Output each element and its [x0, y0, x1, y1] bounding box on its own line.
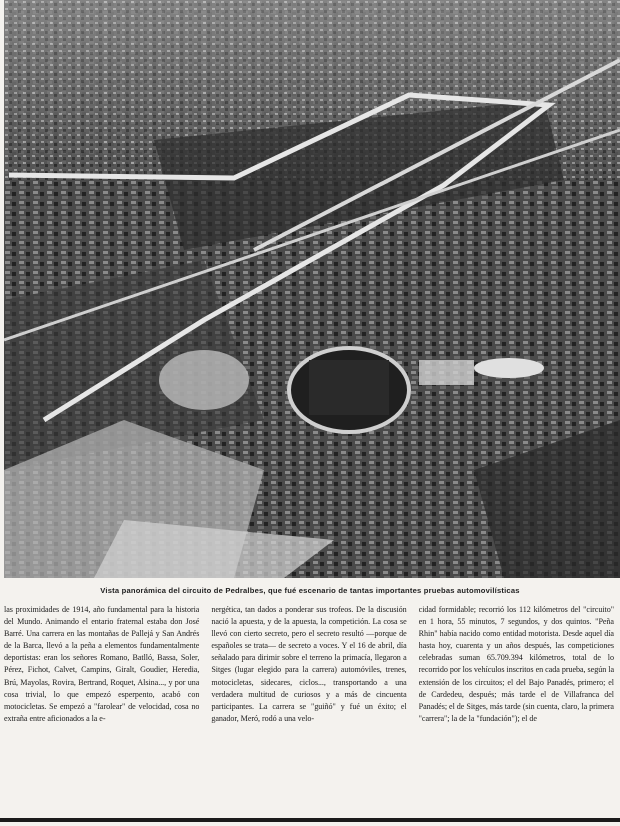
page-bottom-rule [0, 818, 620, 822]
photo-caption: Vista panorámica del circuito de Pedralbes, que fué escenario de tantas importantes pruebas automovilísticas [100, 586, 520, 595]
aerial-photo-icon [4, 0, 620, 578]
aerial-photo [4, 0, 620, 578]
article-column-2: nergética, tan dados a ponderar sus trofeos. De la discusión nació la apuesta, y de la apuesta, la competición. La cosa se llevó con cierto secreto, pero el secreto resultó —porque de españoles se trata— de secreto a voces. Y el 16 de abril, día señalado para dirimir sobre el terreno la primacía, llegaron a Sitges (lugar elegido para la carrera) automóviles, trenes, motocicletas, sidecares, ciclos..., transportando a una verdadera multitud de curiosos y a más de cincuenta participantes. La carrera se "guiñó" y fué un éxito; el ganador, Meró, rodó a una velo- [211, 605, 407, 723]
article-column-3: cidad formidable; recorrió los 112 kilómetros del "circuito" en 1 hora, 55 minutos, 7 segundos, y dos quintos. "Peña Rhin" había nacido como entidad motorista. Desde aquel día hasta hoy, cuarenta y un años después, las competiciones celebradas suman 65.709.394 kilómetros, total de lo recorrido por los vehículos inscritos en cada prueba, según la extensión de los circuitos; el del Bajo Panadés, primero; el de Cardedeu, después; más tarde el de Villafranca del Panadés; el de Sitges, más tarde (sin cuenta, claro, la primera "carrera"; la de la "fundación"); el de [418, 605, 614, 723]
article-column-1: las proximidades de 1914, año fundamental para la historia del Mundo. Animando el entario fraternal estaba don José Barré. Una carrera en las montañas de Pallejá y San Andrés de la Barca, llevó a la peña a elementos fundamentalmente deportistas: eran los señores Romano, Batlló, Bassa, Soler, Pérez, Fichot, Calvet, Campins, Giralt, Goudier, Heredia, Brú, Mayolas, Rovira, Bertrand, Roquet, Alsina..., y por una cosa trivial, lo que empezó esperpento, acabó con motocicletas. Se empezó a "farolear" de velocidad, cosa no extraña entre aficionados a la e- [4, 605, 200, 723]
article-body [4, 604, 614, 786]
